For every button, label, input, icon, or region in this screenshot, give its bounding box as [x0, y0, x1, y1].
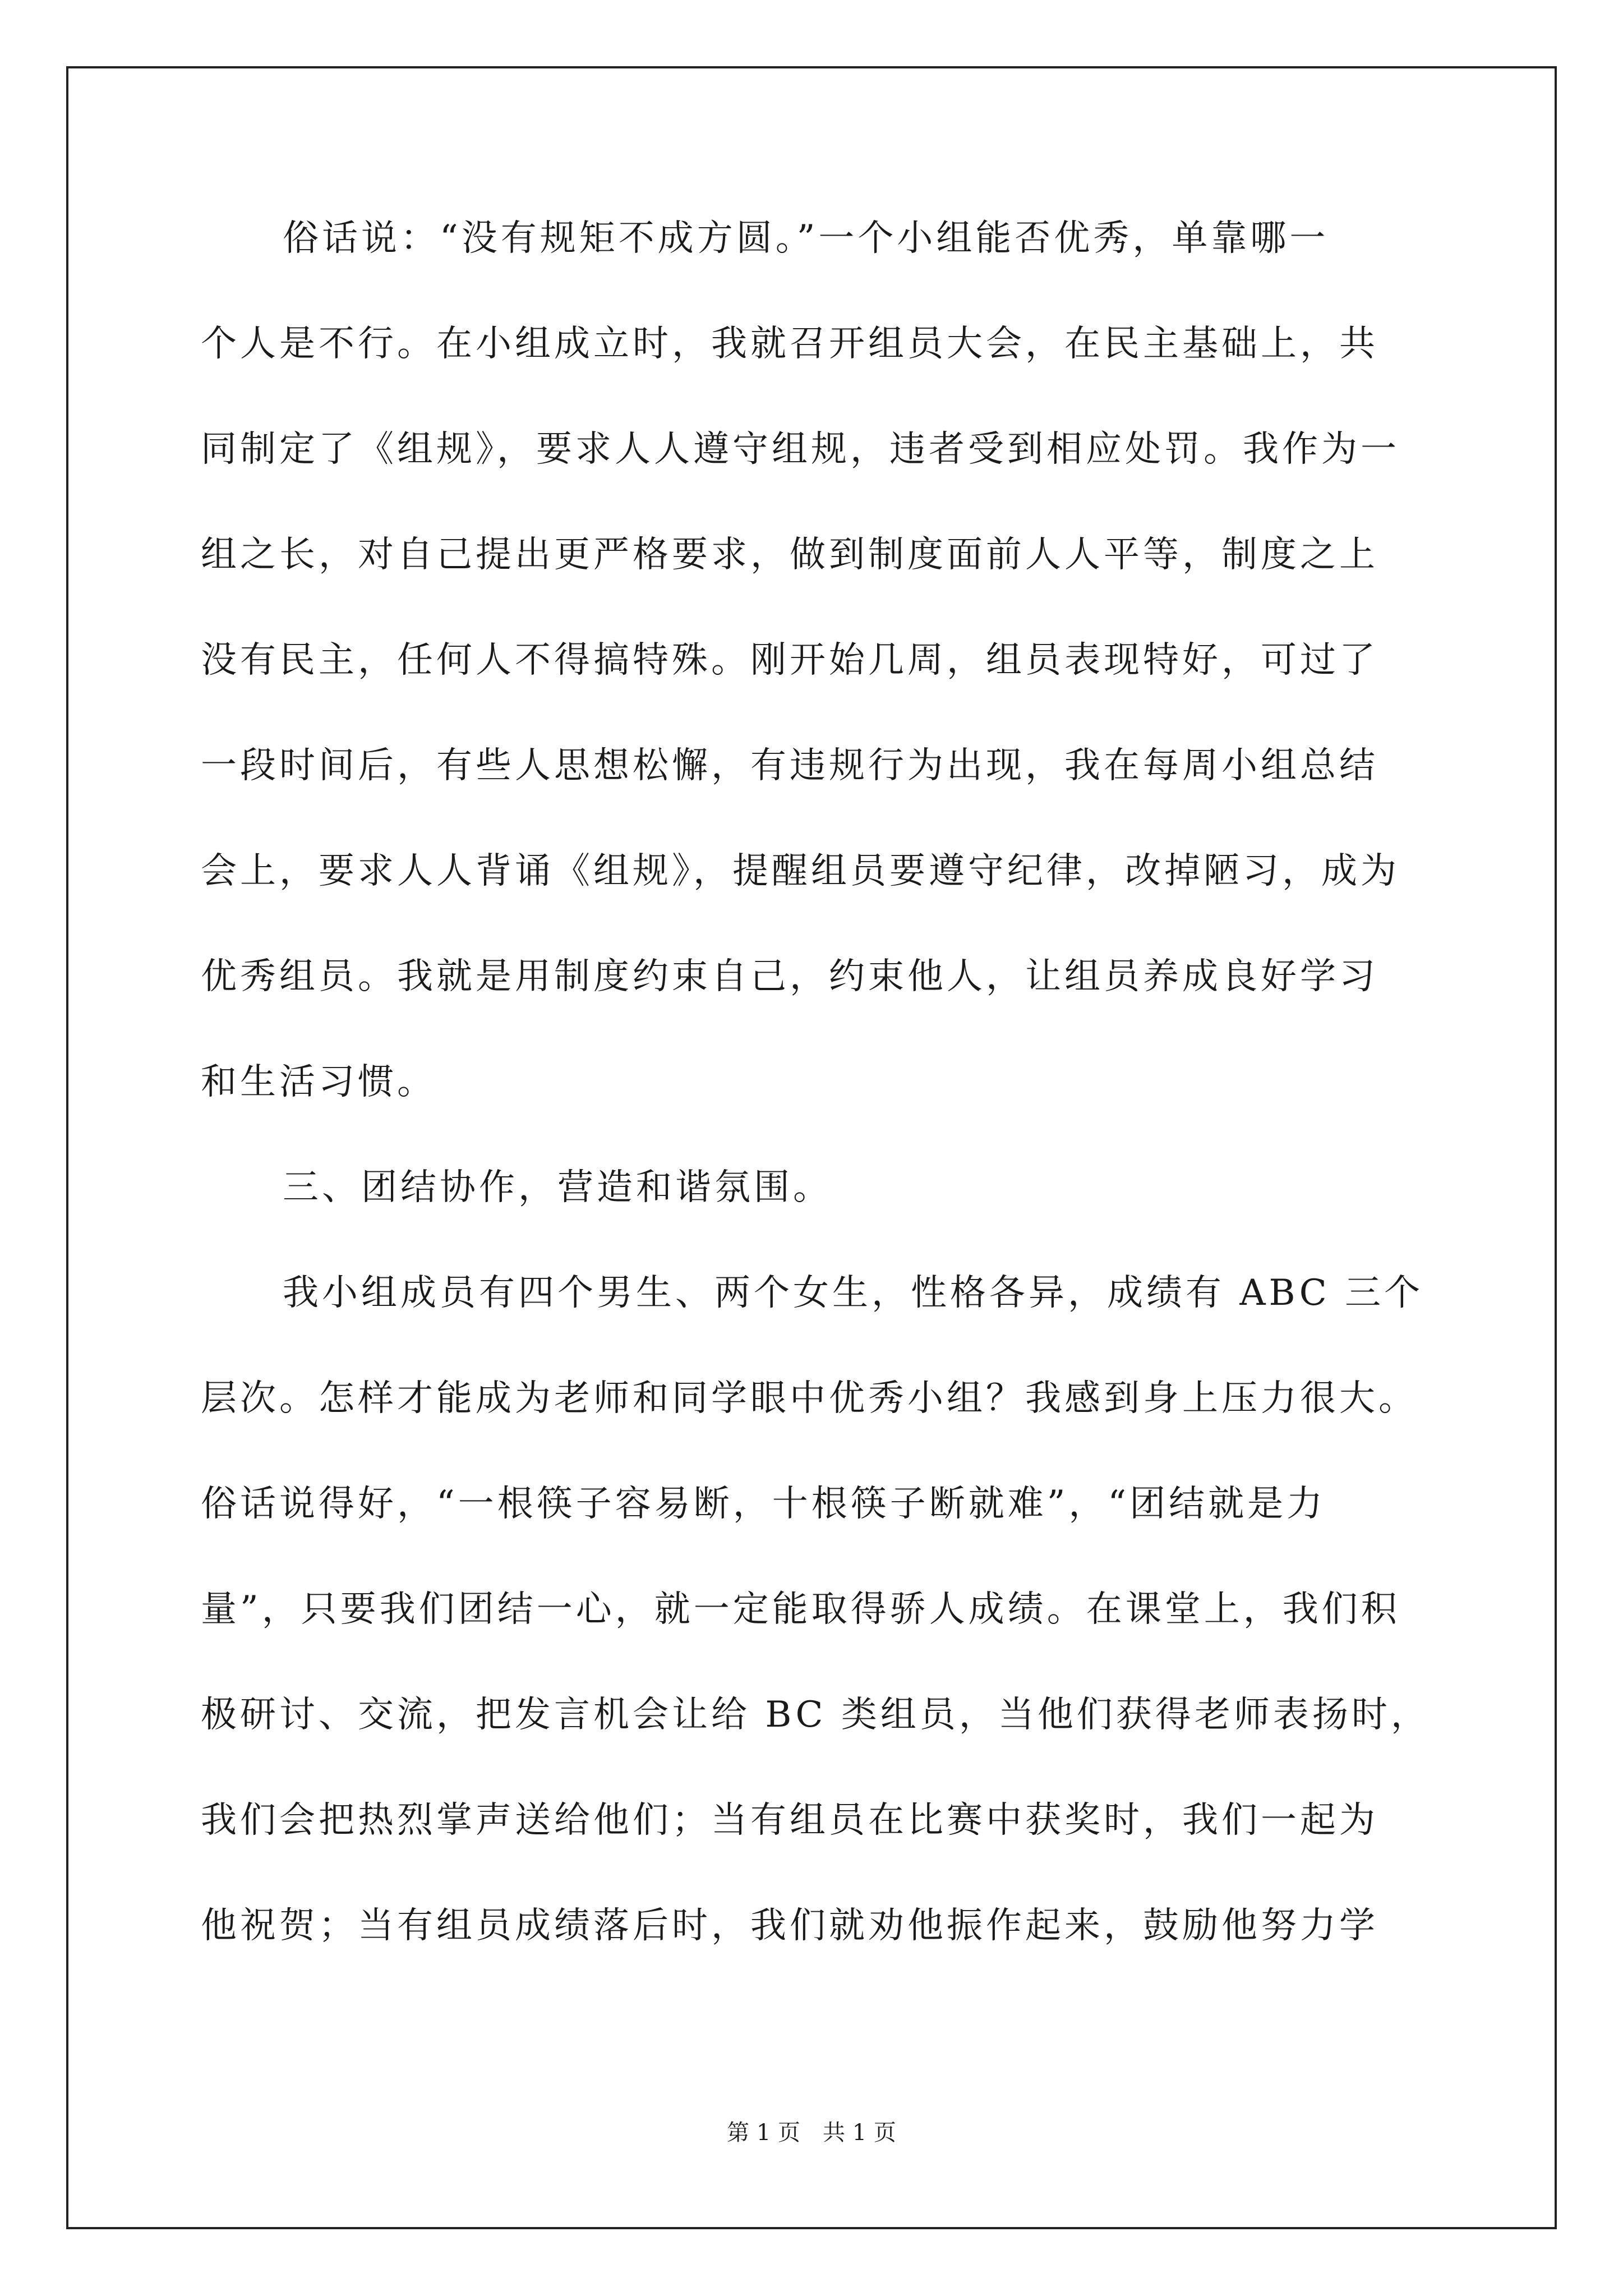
paragraph-line: 我小组成员有四个男生、两个女生，性格各异，成绩有 ABC 三个	[283, 1272, 1424, 1314]
paragraph-line: 量”，只要我们团结一心，就一定能取得骄人成绩。在课堂上，我们积	[201, 1589, 1400, 1630]
paragraph-line: 他祝贺；当有组员成绩落后时，我们就劝他振作起来，鼓励他努力学	[201, 1905, 1378, 1947]
paragraph-line: 和生活习惯。	[201, 1061, 436, 1103]
paragraph-line: 俗话说得好，“一根筷子容易断，十根筷子断就难”，“团结就是力	[201, 1483, 1326, 1525]
paragraph-line: 个人是不行。在小组成立时，我就召开组员大会，在民主基础上，共	[201, 323, 1378, 365]
page-number: 第 1 页	[727, 2120, 800, 2146]
paragraph-line: 同制定了《组规》，要求人人遵守组规，违者受到相应处罚。我作为一	[201, 429, 1400, 470]
paragraph-line: 层次。怎样才能成为老师和同学眼中优秀小组？我感到身上压力很大。	[201, 1378, 1418, 1419]
page-total: 共 1 页	[823, 2120, 896, 2146]
page-footer	[0, 2116, 1623, 2150]
paragraph-line: 优秀组员。我就是用制度约束自己，约束他人，让组员养成良好学习	[201, 956, 1378, 997]
paragraph-line: 俗话说：“没有规矩不成方圆。”一个小组能否优秀，单靠哪一	[283, 218, 1329, 259]
paragraph-line: 会上，要求人人背诵《组规》，提醒组员要遵守纪律，改掉陋习，成为	[201, 850, 1400, 892]
paragraph-line: 极研讨、交流，把发言机会让给 BC 类组员，当他们获得老师表扬时，	[201, 1694, 1430, 1736]
paragraph-line: 我们会把热烈掌声送给他们；当有组员在比赛中获奖时，我们一起为	[201, 1800, 1378, 1841]
section-heading: 三、团结协作，营造和谐氛围。	[283, 1167, 832, 1208]
paragraph-line: 没有民主，任何人不得搞特殊。刚开始几周，组员表现特好，可过了	[201, 639, 1378, 681]
paragraph-line: 组之长，对自己提出更严格要求，做到制度面前人人平等，制度之上	[201, 534, 1378, 576]
paragraph-line: 一段时间后，有些人思想松懈，有违规行为出现，我在每周小组总结	[201, 745, 1378, 786]
